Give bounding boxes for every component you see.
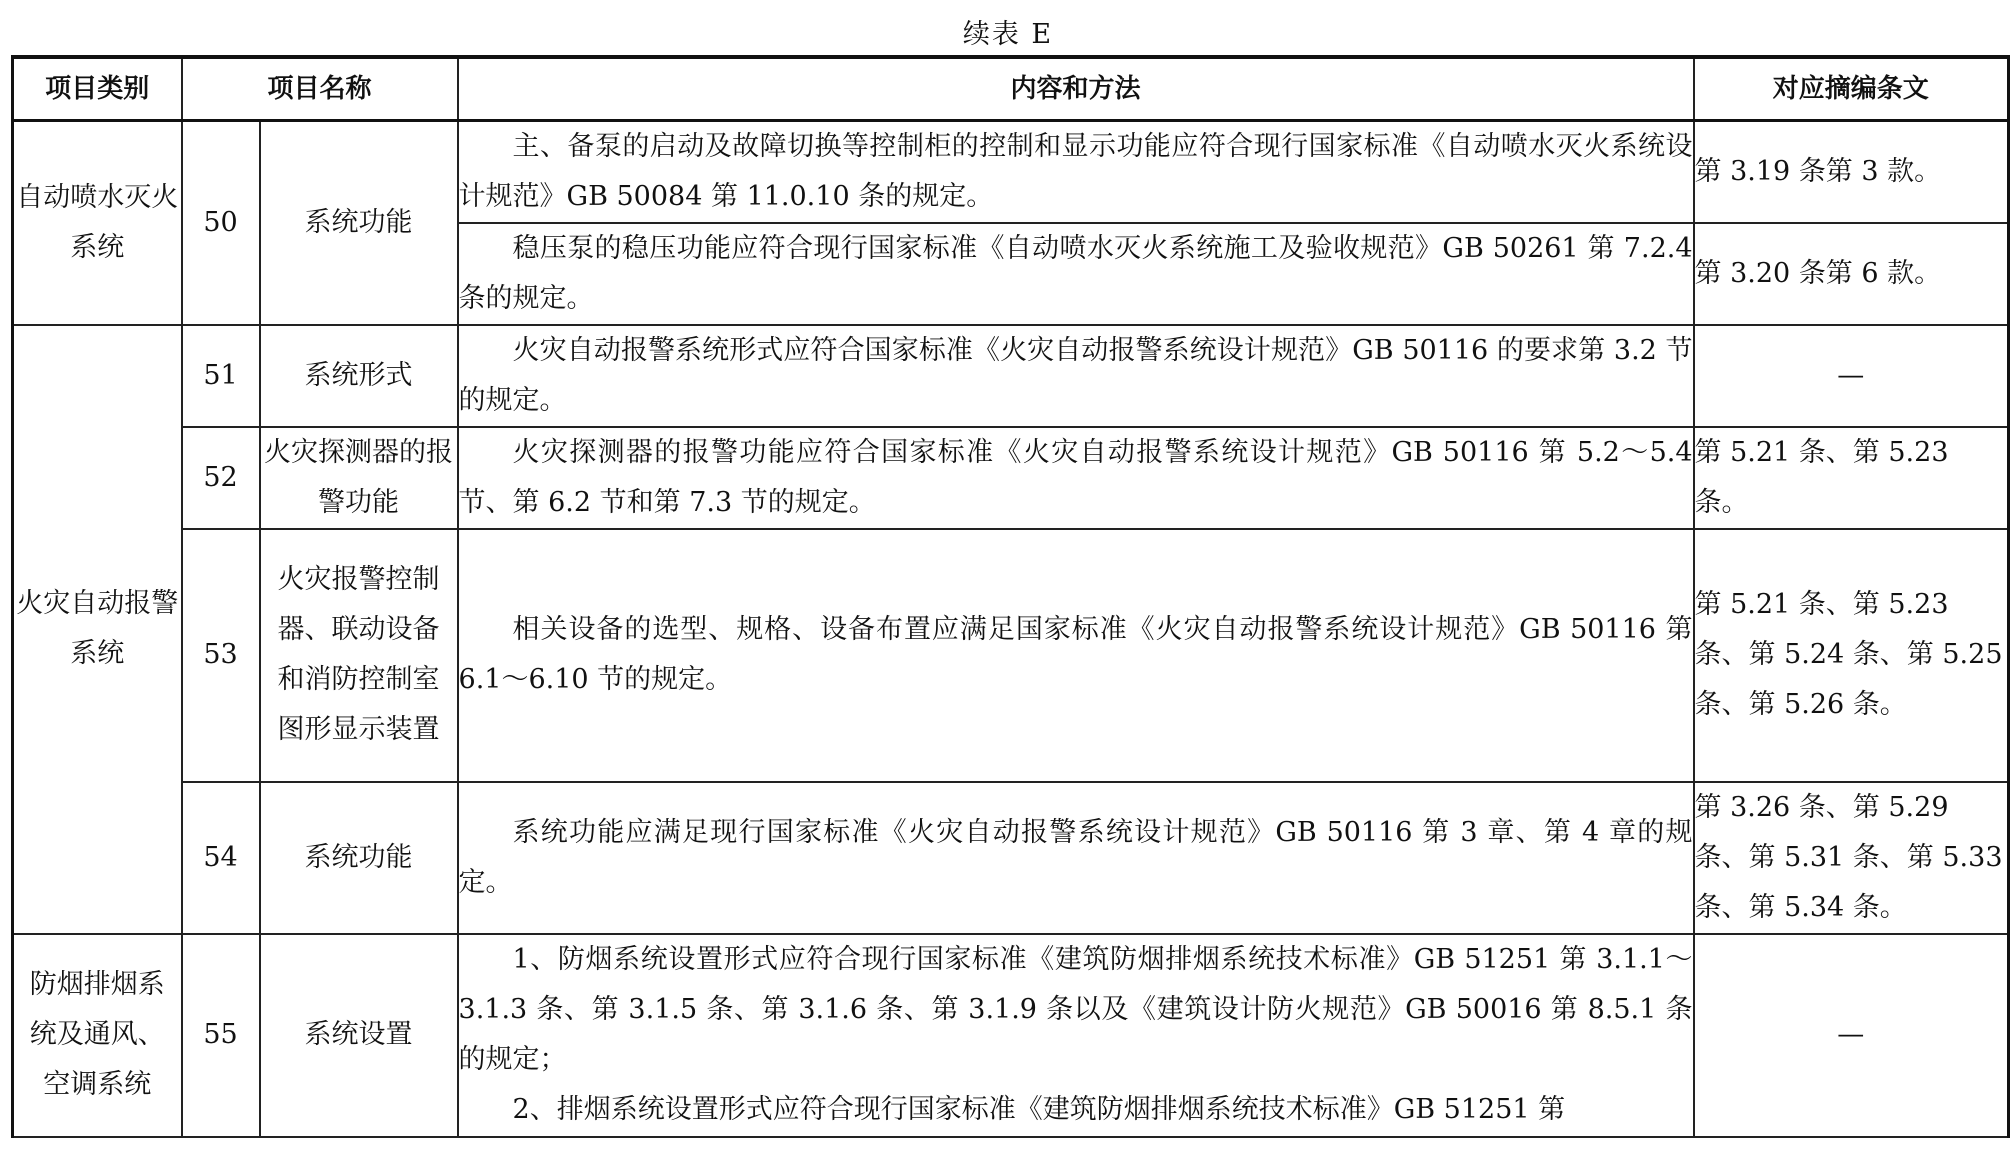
table-row bbox=[13, 427, 2009, 529]
header-refs: 对应摘编条文 bbox=[1694, 57, 2009, 120]
header-row bbox=[13, 57, 2009, 120]
category-cell: 火灾自动报警系统 bbox=[13, 325, 182, 934]
table-row bbox=[13, 529, 2009, 782]
item-name: 系统设置 bbox=[260, 934, 458, 1137]
content-cell bbox=[458, 782, 1694, 934]
item-name: 系统功能 bbox=[260, 782, 458, 934]
content-paragraph: 火灾探测器的报警功能应符合国家标准《火灾自动报警系统设计规范》GB 50116 第 5.2～5.4 节、第 6.2 节和第 7.3 节的规定。 bbox=[458, 436, 1693, 518]
item-number: 54 bbox=[182, 782, 260, 934]
category-cell: 防烟排烟系统及通风、空调系统 bbox=[13, 934, 182, 1137]
item-number: 51 bbox=[182, 325, 260, 427]
table-row bbox=[13, 120, 2009, 223]
refs-cell: — bbox=[1694, 325, 2009, 427]
refs-cell: 第 3.20 条第 6 款。 bbox=[1694, 223, 2009, 325]
content-paragraph: 火灾自动报警系统形式应符合国家标准《火灾自动报警系统设计规范》GB 50116 的要求第 3.2 节的规定。 bbox=[458, 334, 1693, 416]
item-name: 系统功能 bbox=[260, 120, 458, 325]
content-cell bbox=[458, 120, 1694, 223]
content-cell bbox=[458, 427, 1694, 529]
table-caption: 续表 E bbox=[962, 19, 1054, 50]
content-cell bbox=[458, 529, 1694, 782]
category-cell: 自动喷水灭火系统 bbox=[13, 120, 182, 325]
item-name: 系统形式 bbox=[260, 325, 458, 427]
content-paragraph: 主、备泵的启动及故障切换等控制柜的控制和显示功能应符合现行国家标准《自动喷水灭火系统设计规范》GB 50084 第 11.0.10 条的规定。 bbox=[458, 130, 1693, 212]
header-content: 内容和方法 bbox=[458, 57, 1694, 120]
refs-cell: 第 3.19 条第 3 款。 bbox=[1694, 120, 2009, 223]
content-cell bbox=[458, 934, 1694, 1137]
item-number: 52 bbox=[182, 427, 260, 529]
header-name: 项目名称 bbox=[182, 57, 458, 120]
content-paragraph: 稳压泵的稳压功能应符合现行国家标准《自动喷水灭火系统施工及验收规范》GB 50261 第 7.2.4 条的规定。 bbox=[458, 232, 1693, 314]
item-number: 50 bbox=[182, 120, 260, 325]
header-category: 项目类别 bbox=[13, 57, 182, 120]
content-cell bbox=[458, 325, 1694, 427]
content-paragraph: 系统功能应满足现行国家标准《火灾自动报警系统设计规范》GB 50116 第 3 章、第 4 章的规定。 bbox=[458, 816, 1693, 898]
item-number: 53 bbox=[182, 529, 260, 782]
table-row bbox=[13, 782, 2009, 934]
content-paragraph: 2、排烟系统设置形式应符合现行国家标准《建筑防烟排烟系统技术标准》GB 51251 第 bbox=[512, 1094, 1566, 1125]
item-number: 55 bbox=[182, 934, 260, 1137]
content-paragraph: 1、防烟系统设置形式应符合现行国家标准《建筑防烟排烟系统技术标准》GB 51251 第 3.1.1～3.1.3 条、第 3.1.5 条、第 3.1.6 条、第 3.1.9 条以及《建筑设计防火规范》GB 50016 第 8.5.1 条的规定； bbox=[458, 944, 1693, 1075]
refs-cell: 第 5.21 条、第 5.23 条、第 5.24 条、第 5.25 条、第 5.26 条。 bbox=[1694, 529, 2009, 782]
refs-cell: — bbox=[1694, 934, 2009, 1137]
refs-cell: 第 5.21 条、第 5.23 条。 bbox=[1694, 427, 2009, 529]
item-name: 火灾报警控制器、联动设备和消防控制室图形显示装置 bbox=[260, 529, 458, 782]
content-paragraph: 相关设备的选型、规格、设备布置应满足国家标准《火灾自动报警系统设计规范》GB 50116 第 6.1～6.10 节的规定。 bbox=[458, 614, 1693, 695]
table-row bbox=[13, 325, 2009, 427]
spec-table bbox=[11, 55, 2010, 1138]
table-row bbox=[13, 934, 2009, 1137]
refs-cell: 第 3.26 条、第 5.29 条、第 5.31 条、第 5.33 条、第 5.34 条。 bbox=[1694, 782, 2009, 934]
item-name: 火灾探测器的报警功能 bbox=[260, 427, 458, 529]
content-cell bbox=[458, 223, 1694, 325]
